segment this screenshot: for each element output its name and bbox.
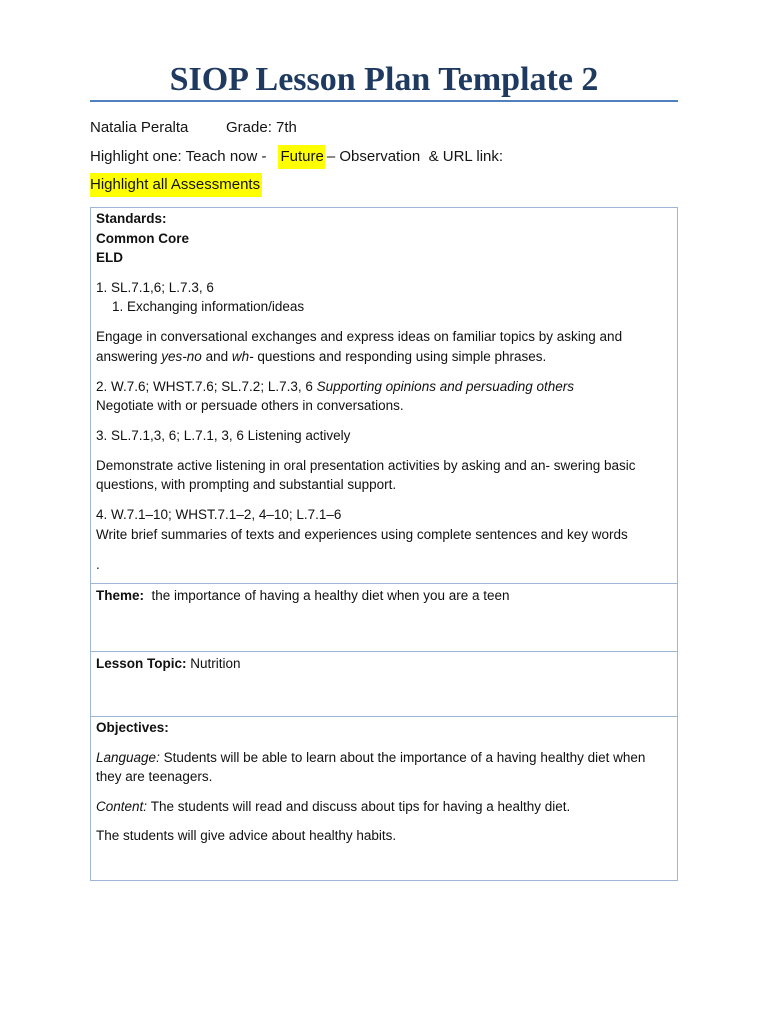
standard-1-sub-item: 1. Exchanging information/ideas — [112, 299, 305, 315]
lesson-topic-cell — [91, 651, 677, 716]
standard-2-block — [96, 377, 672, 416]
content-objective — [96, 797, 672, 817]
title-underline — [90, 100, 678, 102]
standard-2-heading — [96, 377, 672, 397]
teacher-name: Natalia Peralta — [90, 119, 189, 136]
standards-cell — [91, 208, 677, 583]
lesson-plan-table — [90, 207, 678, 881]
assessments-line — [90, 173, 678, 197]
language-label: Language: — [96, 749, 160, 765]
standard-1-description — [96, 327, 672, 366]
common-core-label: Common Core — [96, 230, 190, 246]
content-label: Content: — [96, 798, 148, 814]
highlight-one-line — [90, 145, 678, 169]
standards-heading-block — [96, 209, 672, 268]
eld-label: ELD — [96, 250, 123, 265]
description-text: questions and responding using simple phrases. — [253, 348, 547, 364]
standard-2-description: Negotiate with or persuade others in conversations. — [96, 398, 404, 414]
objectives-label: Objectives: — [96, 720, 169, 735]
standard-3-heading-block — [96, 426, 672, 446]
highlight-one-prefix: Highlight one: Teach now - — [90, 148, 267, 165]
theme-cell — [91, 583, 677, 651]
additional-objective-line: The students will give advice about healthy habits. — [96, 828, 397, 843]
standard-3-description — [96, 456, 672, 495]
description-text: answering — [96, 348, 162, 364]
document-title: SIOP Lesson Plan Template 2 — [169, 61, 599, 98]
language-text: Students will be able to learn about the importance of a having healthy diet when — [163, 749, 646, 765]
standard-3-description-line-2: questions, with prompting and substantial support. — [96, 477, 397, 493]
standard-1-codes: 1. SL.7.1,6; L.7.3, 6 — [96, 279, 214, 295]
objectives-cell — [91, 716, 677, 880]
trailing-period: . — [96, 556, 100, 572]
standard-4-description: Write brief summaries of texts and experiences using complete sentences and key words — [96, 526, 628, 542]
theme-text: the importance of having a healthy diet when you are a teen — [151, 588, 510, 603]
grade-level: Grade: 7th — [226, 119, 297, 136]
wh-term: wh- — [231, 348, 254, 364]
theme-line — [96, 586, 672, 606]
description-text: and — [201, 348, 232, 364]
standard-3-description-line-1: Demonstrate active listening in oral presentation activities by asking and an- swering basic — [96, 457, 636, 473]
content-objective-line — [96, 797, 672, 817]
assessments-highlight: Highlight all Assessments — [90, 173, 262, 197]
yes-no-term: yes-no — [161, 348, 202, 364]
theme-label: Theme: — [96, 588, 145, 603]
standard-4-block — [96, 505, 672, 544]
additional-objective — [96, 826, 672, 846]
lesson-topic-label: Lesson Topic: — [96, 656, 187, 671]
standard-2-focus: Supporting opinions and persuading others — [316, 378, 575, 394]
language-objective-line-2: they are teenagers. — [96, 769, 213, 784]
highlight-one-suffix: – Observation & URL link: — [326, 148, 504, 165]
lesson-topic-text: Nutrition — [190, 656, 241, 671]
standard-1-description-line-1: Engage in conversational exchanges and express ideas on familiar topics by asking and — [96, 329, 623, 345]
standard-1-description-line-2 — [96, 347, 672, 367]
trailing-block — [96, 555, 672, 575]
language-objective-line-1 — [96, 748, 672, 768]
standard-1-block — [96, 278, 672, 317]
lesson-topic-line — [96, 654, 672, 674]
standard-3-codes: 3. SL.7.1,3, 6; L.7.1, 3, 6 Listening actively — [96, 428, 351, 444]
content-text: The students will read and discuss about tips for having a healthy diet. — [150, 798, 571, 814]
objectives-heading-block — [96, 718, 672, 738]
standard-2-codes: 2. W.7.6; WHST.7.6; SL.7.2; L.7.3, 6 — [96, 378, 313, 394]
teacher-grade-line — [90, 116, 678, 140]
standard-4-codes: 4. W.7.1–10; WHST.7.1–2, 4–10; L.7.1–6 — [96, 507, 342, 523]
language-objective — [96, 748, 672, 787]
standards-label: Standards: — [96, 211, 167, 226]
future-highlight: Future — [278, 145, 325, 169]
